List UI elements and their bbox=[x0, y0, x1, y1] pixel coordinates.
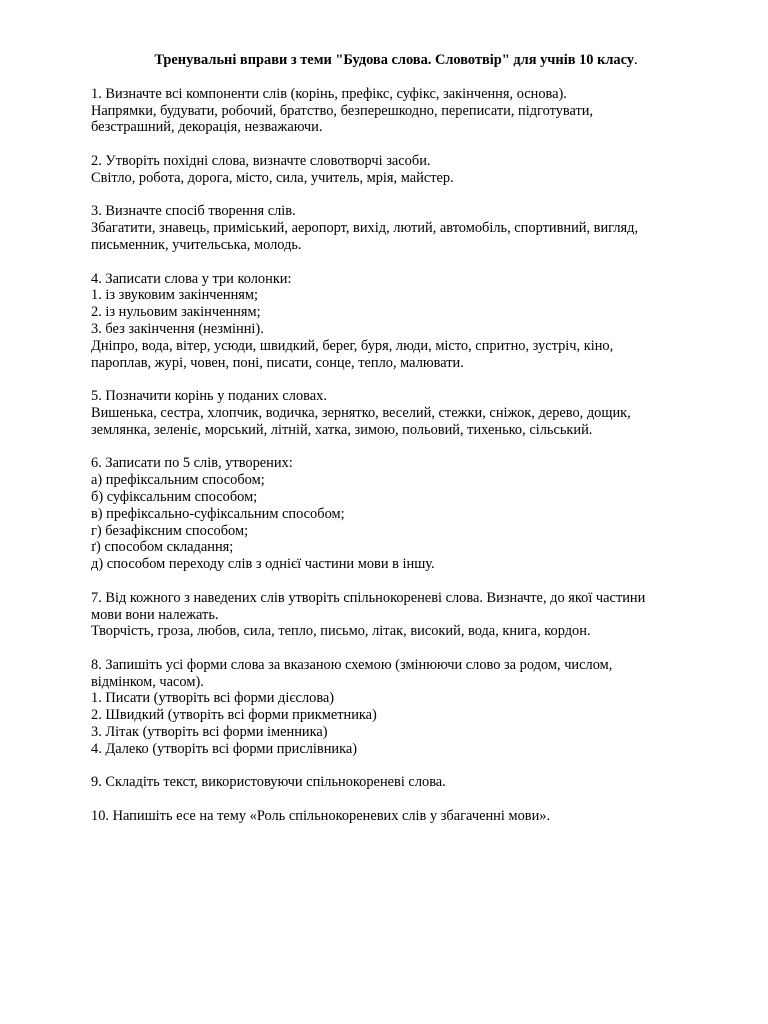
exercise-text-line: а) префіксальним способом; bbox=[91, 472, 265, 489]
exercise-5 bbox=[91, 388, 701, 438]
exercise-heading: 6. Записати по 5 слів, утворених: bbox=[91, 455, 293, 472]
exercise-text-line: Світло, робота, дорога, місто, сила, учитель, мрія, майстер. bbox=[91, 169, 454, 186]
exercise-text-line: безстрашний, декорація, незважаючи. bbox=[91, 119, 323, 136]
exercise-text-line: Дніпро, вода, вітер, усюди, швидкий, берег, буря, люди, місто, спритно, зустріч, кіно, bbox=[91, 337, 614, 354]
exercise-text-line: відмінком, часом). bbox=[91, 673, 204, 690]
document-page bbox=[91, 52, 701, 842]
exercise-text-line: Вишенька, сестра, хлопчик, водичка, зернятко, веселий, стежки, сніжок, дерево, дощик, bbox=[91, 404, 631, 421]
exercise-heading: 5. Позначити корінь у поданих словах. bbox=[91, 388, 327, 405]
exercise-1 bbox=[91, 86, 701, 136]
exercise-9 bbox=[91, 774, 701, 791]
exercise-text-line: в) префіксально-суфіксальним способом; bbox=[91, 505, 345, 522]
exercise-8 bbox=[91, 657, 701, 758]
exercise-heading: 9. Складіть текст, використовуючи спільнокореневі слова. bbox=[91, 774, 446, 791]
exercise-4 bbox=[91, 271, 701, 372]
exercise-text-line: 1. Писати (утворіть всі форми дієслова) bbox=[91, 690, 335, 707]
exercise-text-line: б) суфіксальним способом; bbox=[91, 488, 258, 505]
exercise-text-line: письменник, учительська, молодь. bbox=[91, 236, 302, 253]
exercise-text-line: пароплав, журі, човен, поні, писати, сонце, тепло, малювати. bbox=[91, 354, 464, 371]
exercise-text-line: 3. без закінчення (незмінні). bbox=[91, 320, 264, 337]
exercise-heading: 1. Визначте всі компоненти слів (корінь, префікс, суфікс, закінчення, основа). bbox=[91, 85, 567, 102]
exercise-text-line: г) безафіксним способом; bbox=[91, 522, 249, 539]
exercise-heading: 4. Записати слова у три колонки: bbox=[91, 270, 292, 287]
exercise-text-line: 2. Швидкий (утворіть всі форми прикметника) bbox=[91, 707, 377, 724]
document-title bbox=[91, 52, 701, 69]
exercise-2 bbox=[91, 153, 701, 187]
exercise-6 bbox=[91, 455, 701, 573]
title-period: . bbox=[634, 52, 638, 68]
exercise-heading: 3. Визначте спосіб творення слів. bbox=[91, 203, 296, 220]
exercise-text-line: 1. із звуковим закінченням; bbox=[91, 287, 259, 304]
exercise-7 bbox=[91, 590, 701, 640]
exercise-text-line: ґ) способом складання; bbox=[91, 539, 234, 556]
exercise-10 bbox=[91, 808, 701, 825]
exercise-text-line: землянка, зеленіє, морський, літній, хатка, зимою, польовий, тихенько, сільський. bbox=[91, 421, 593, 438]
exercise-list bbox=[91, 86, 701, 825]
exercise-text-line: Збагатити, знавець, приміський, аеропорт, вихід, лютий, автомобіль, спортивний, вигляд, bbox=[91, 220, 639, 237]
exercise-text-line: мови вони належать. bbox=[91, 606, 219, 623]
exercise-3 bbox=[91, 203, 701, 253]
exercise-heading: 8. Запишіть усі форми слова за вказаною схемою (змінюючи слово за родом, числом, bbox=[91, 656, 613, 673]
exercise-text-line: д) способом переходу слів з однієї частини мови в іншу. bbox=[91, 556, 435, 573]
exercise-heading: 7. Від кожного з наведених слів утворіть спільнокореневі слова. Визначте, до якої частини bbox=[91, 589, 646, 606]
title-text: Тренувальні вправи з теми "Будова слова. Словотвір" для учнів 10 класу bbox=[154, 52, 635, 68]
exercise-text-line: Творчість, гроза, любов, сила, тепло, письмо, літак, високий, вода, книга, кордон. bbox=[91, 623, 591, 640]
exercise-text-line: 4. Далеко (утворіть всі форми прислівника) bbox=[91, 740, 358, 757]
exercise-text-line: 3. Літак (утворіть всі форми іменника) bbox=[91, 724, 328, 741]
exercise-heading: 2. Утворіть похідні слова, визначте словотворчі засоби. bbox=[91, 152, 431, 169]
exercise-text-line: 2. із нульовим закінченням; bbox=[91, 304, 261, 321]
exercise-text-line: Напрямки, будувати, робочий, братство, безперешкодно, переписати, підготувати, bbox=[91, 102, 594, 119]
exercise-heading: 10. Напишіть есе на тему «Роль спільнокореневих слів у збагаченні мови». bbox=[91, 808, 551, 825]
